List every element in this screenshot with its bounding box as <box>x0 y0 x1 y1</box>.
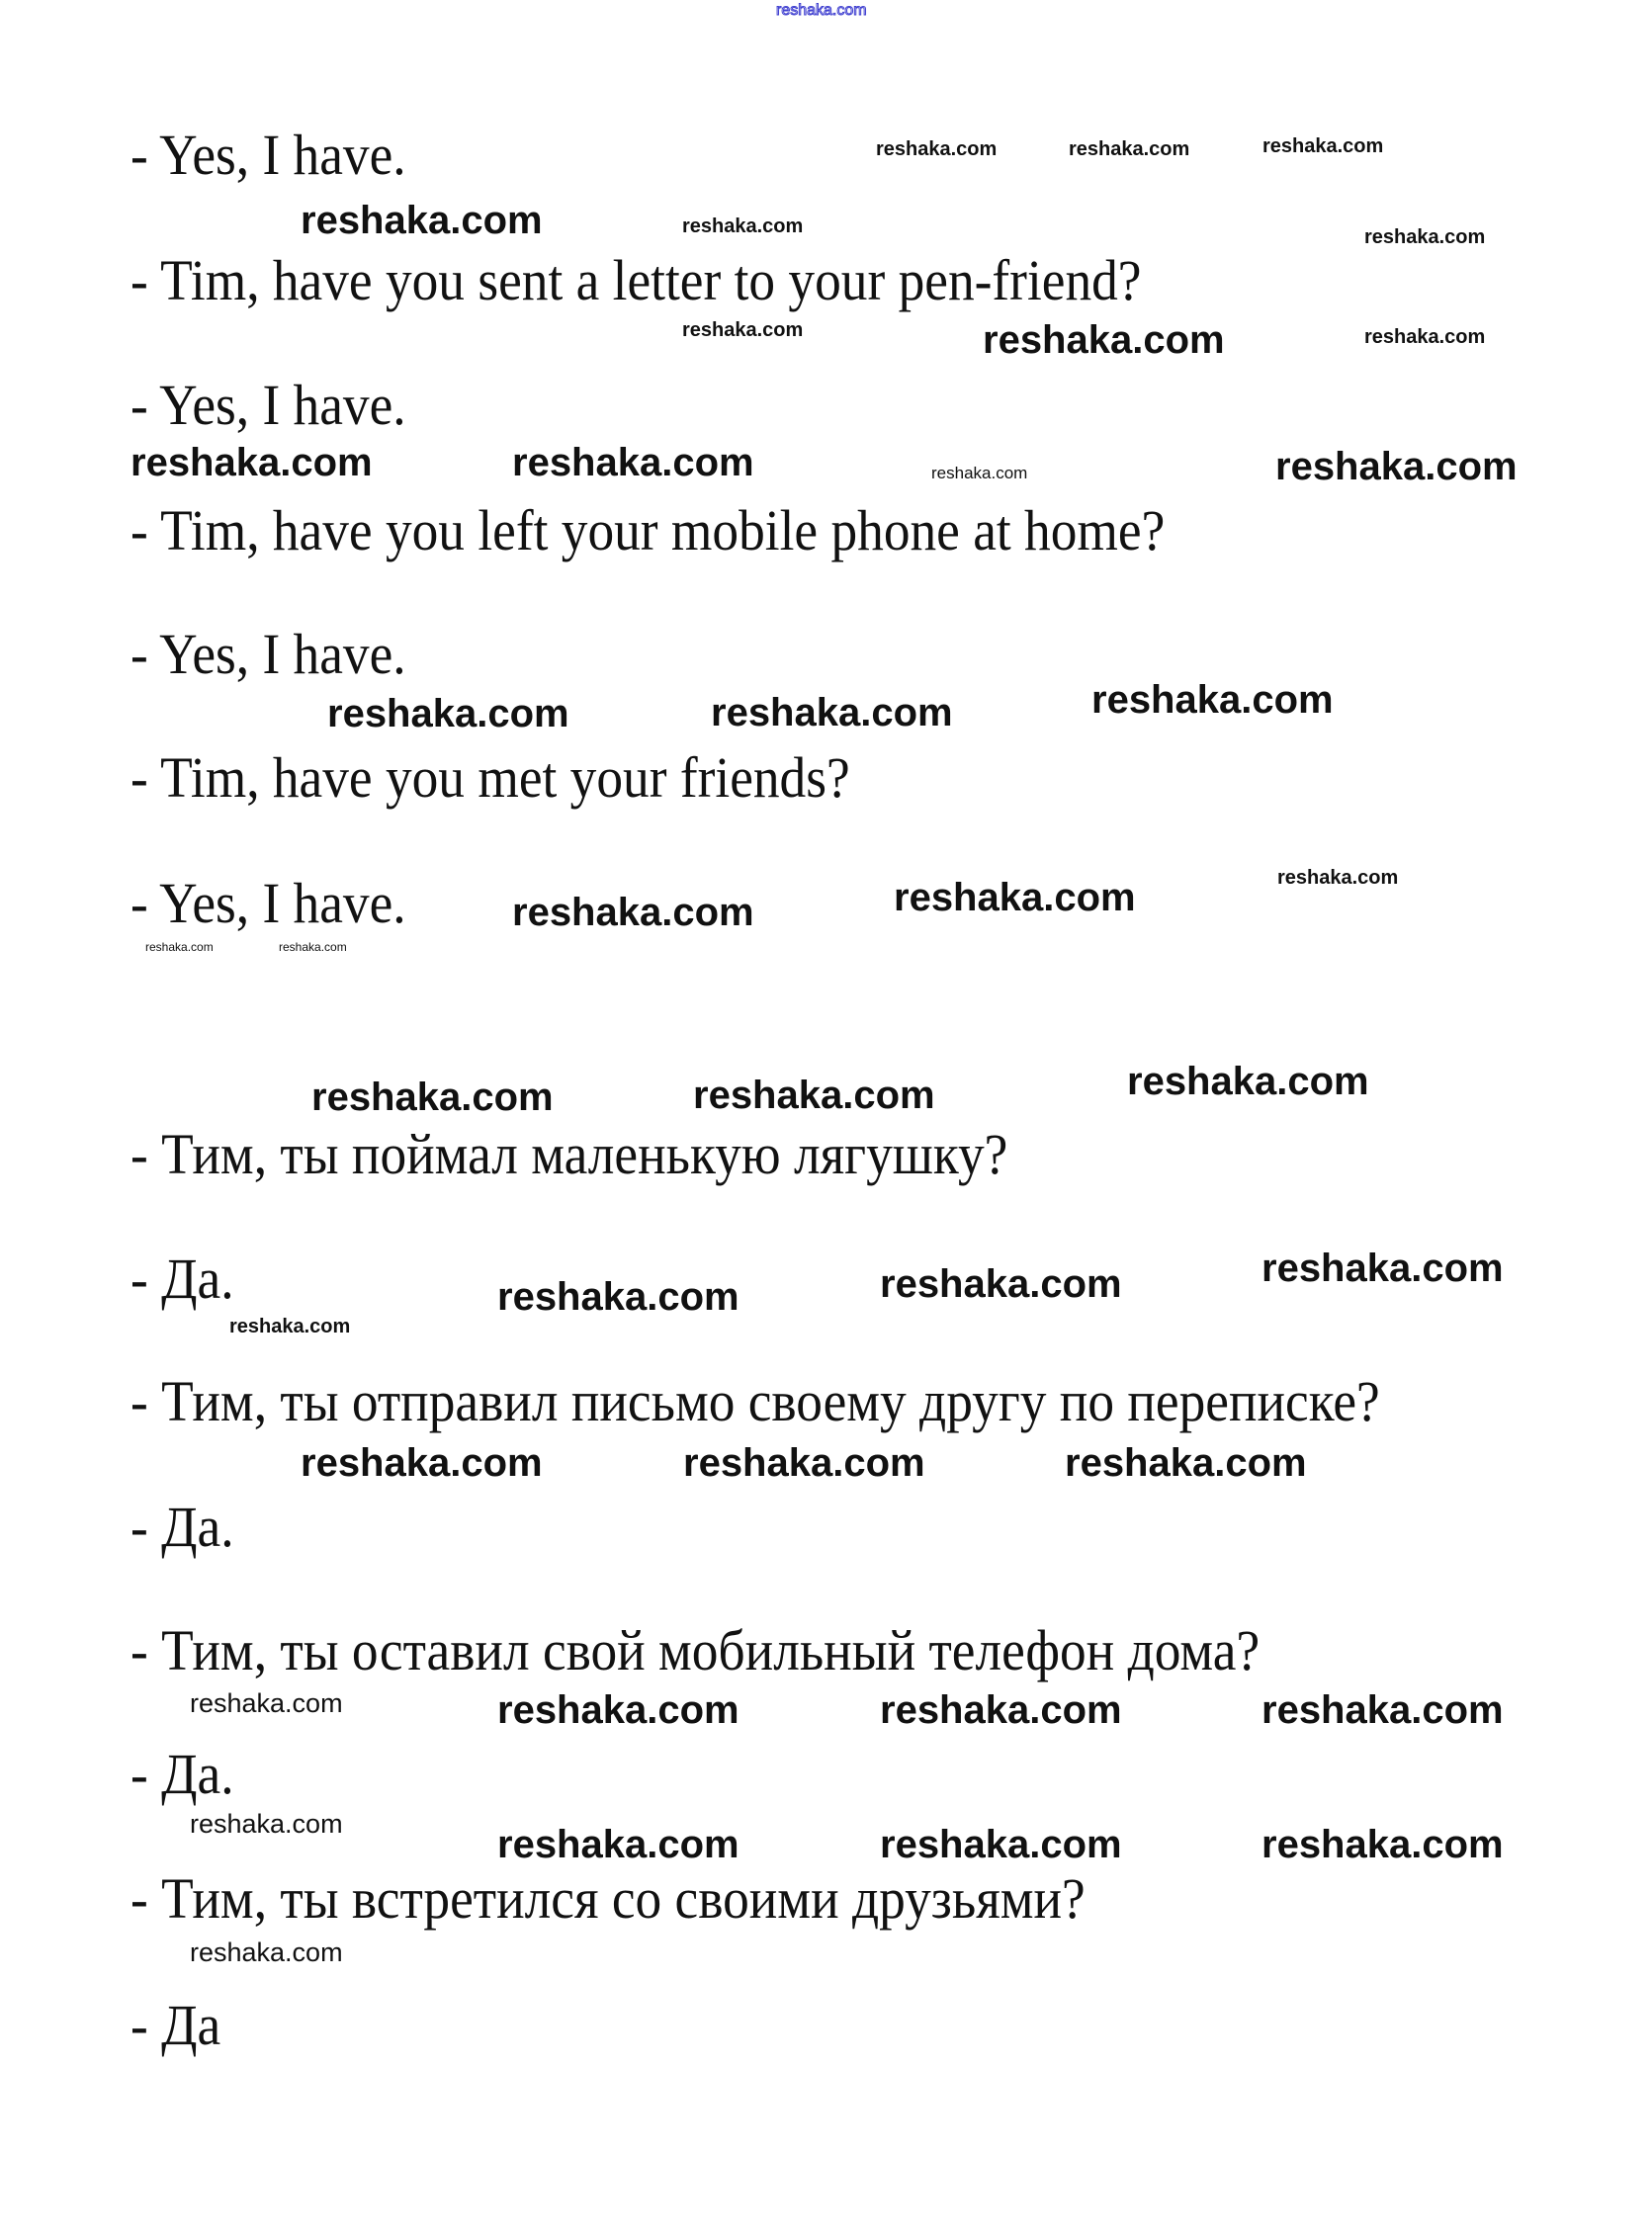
dialogue-line: - Да <box>130 1993 221 2057</box>
watermark: reshaka.com <box>1275 445 1518 488</box>
watermark: reshaka.com <box>229 1316 351 1337</box>
watermark: reshaka.com <box>311 1076 554 1119</box>
dialogue-line: - Yes, I have. <box>130 871 406 935</box>
watermark: reshaka.com <box>512 441 754 484</box>
watermark: reshaka.com <box>1065 1441 1307 1485</box>
dialogue-line: - Тим, ты оставил свой мобильный телефон дома? <box>130 1618 1261 1682</box>
watermark: reshaka.com <box>497 1688 739 1732</box>
watermark: reshaka.com <box>1091 678 1334 722</box>
watermark: reshaka.com <box>1261 1247 1504 1290</box>
watermark: reshaka.com <box>682 215 804 237</box>
dialogue-line: - Тим, ты встретился со своими друзьями? <box>130 1866 1086 1931</box>
watermark: reshaka.com <box>130 441 373 484</box>
dialogue-line: - Yes, I have. <box>130 123 406 187</box>
dialogue-line: - Tim, have you sent a letter to your pen-friend? <box>130 248 1142 312</box>
dialogue-line: - Тим, ты поймал маленькую лягушку? <box>130 1122 1008 1186</box>
watermark: reshaka.com <box>145 940 214 954</box>
dialogue-line: - Да. <box>130 1495 234 1559</box>
watermark: reshaka.com <box>190 1688 343 1718</box>
watermark: reshaka.com <box>190 1809 343 1839</box>
watermark: reshaka.com <box>876 138 998 160</box>
watermark: reshaka.com <box>931 464 1028 482</box>
watermark: reshaka.com <box>497 1823 739 1866</box>
watermark: reshaka.com <box>1364 326 1486 348</box>
dialogue-line: - Yes, I have. <box>130 622 406 686</box>
watermark: reshaka.com <box>1364 226 1486 248</box>
watermark: reshaka.com <box>682 319 804 341</box>
watermark: reshaka.com <box>693 1074 935 1117</box>
dialogue-line: - Да. <box>130 1247 234 1311</box>
watermark: reshaka.com <box>683 1441 925 1485</box>
watermark: reshaka.com <box>880 1688 1122 1732</box>
watermark: reshaka.com <box>894 876 1136 919</box>
watermark: reshaka.com <box>1277 867 1399 889</box>
watermark: reshaka.com <box>880 1262 1122 1306</box>
watermark: reshaka.com <box>301 199 543 242</box>
dialogue-line: - Да. <box>130 1742 234 1806</box>
watermark: reshaka.com <box>983 318 1225 362</box>
header-watermark: reshaka.com <box>776 2 867 19</box>
watermark: reshaka.com <box>497 1275 739 1319</box>
watermark: reshaka.com <box>327 692 569 735</box>
watermark: reshaka.com <box>1262 135 1384 157</box>
watermark: reshaka.com <box>512 891 754 934</box>
watermark: reshaka.com <box>880 1823 1122 1866</box>
watermark: reshaka.com <box>1261 1823 1504 1866</box>
watermark: reshaka.com <box>279 940 347 954</box>
watermark: reshaka.com <box>711 691 953 734</box>
watermark: reshaka.com <box>1069 138 1190 160</box>
watermark: reshaka.com <box>301 1441 543 1485</box>
dialogue-line: - Тим, ты отправил письмо своему другу по переписке? <box>130 1369 1380 1433</box>
dialogue-line: - Yes, I have. <box>130 373 406 437</box>
dialogue-line: - Tim, have you met your friends? <box>130 745 850 810</box>
watermark: reshaka.com <box>1127 1060 1369 1103</box>
watermark: reshaka.com <box>190 1937 343 1967</box>
dialogue-line: - Tim, have you left your mobile phone at home? <box>130 498 1166 562</box>
watermark: reshaka.com <box>1261 1688 1504 1732</box>
